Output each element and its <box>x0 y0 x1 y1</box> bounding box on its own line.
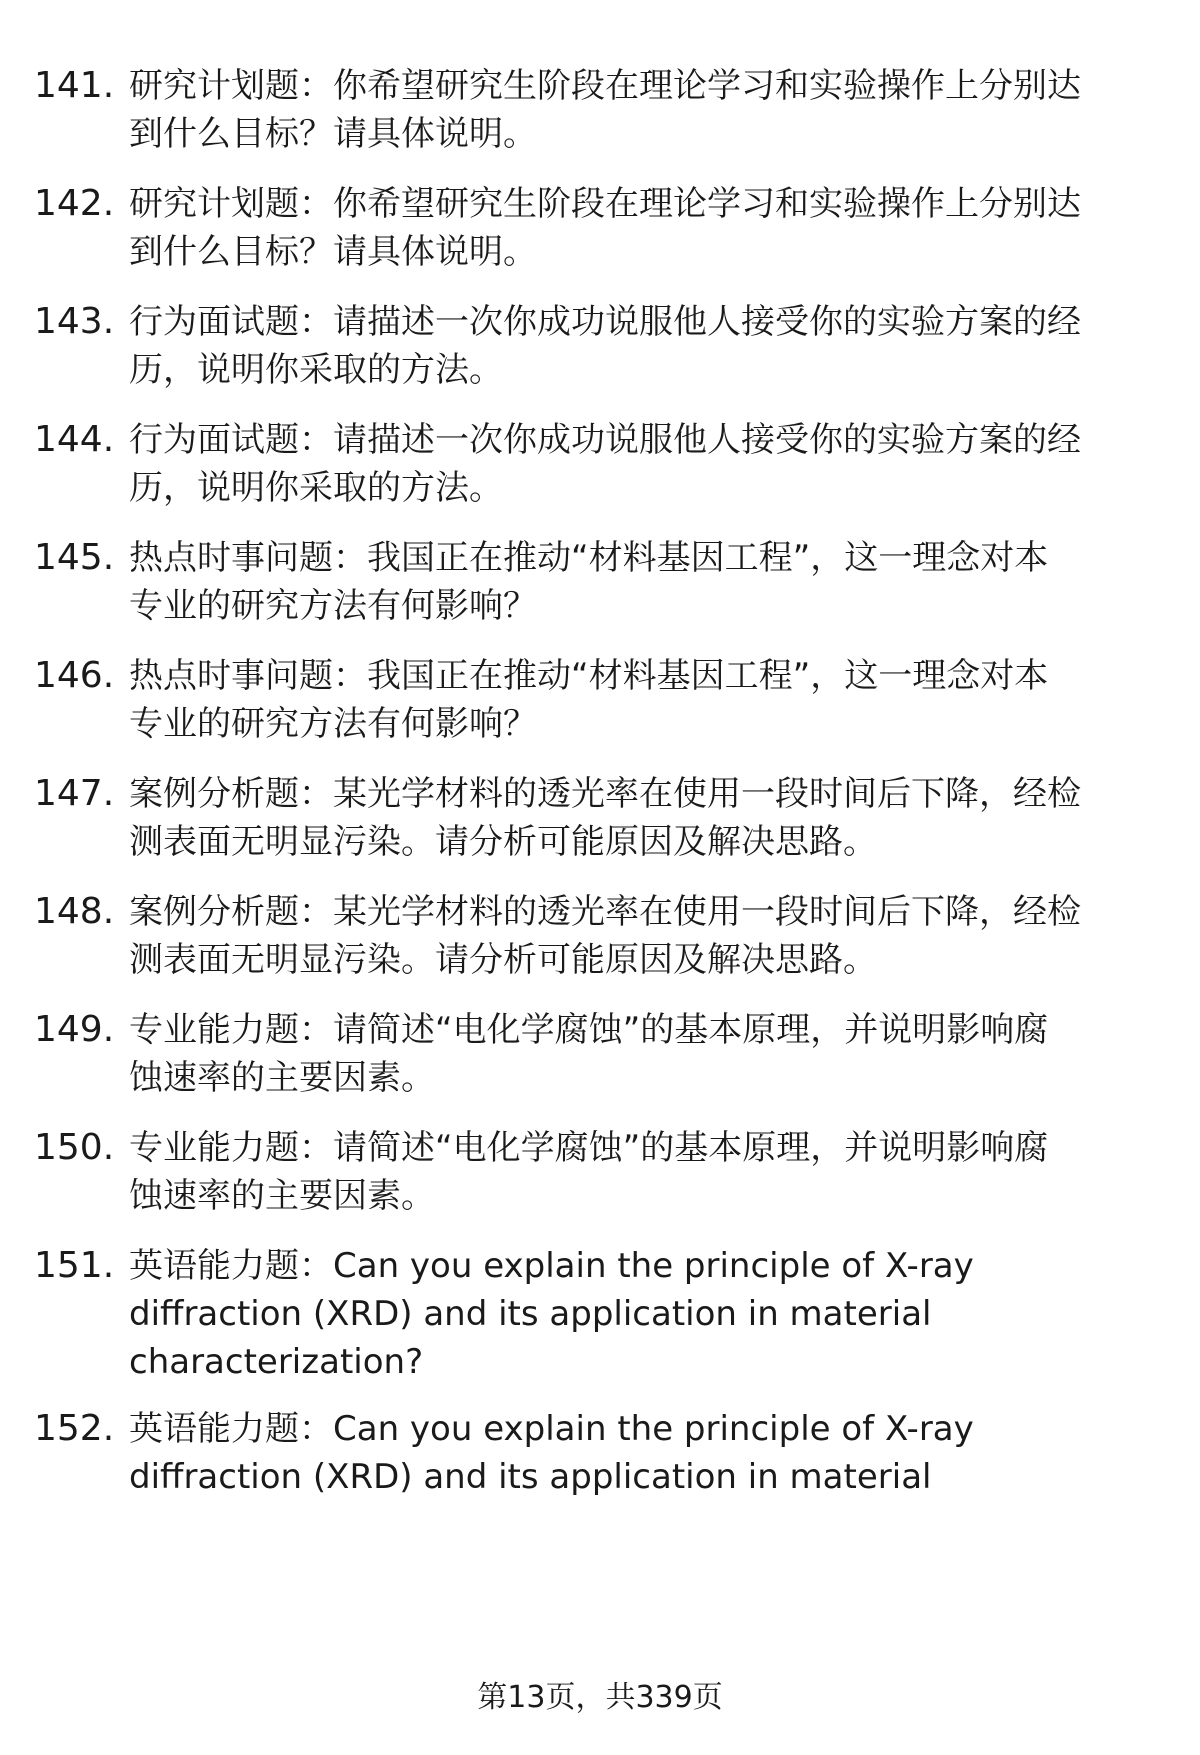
question-line: 测表面无明显污染。请分析可能原因及解决思路。 <box>129 940 877 980</box>
question-line: 专业能力题：请简述“电化学腐蚀”的基本原理，并说明影响腐 <box>129 1128 1049 1168</box>
question-line: 案例分析题：某光学材料的透光率在使用一段时间后下降，经检 <box>129 774 1081 814</box>
question-line: 历，说明你采取的方法。 <box>129 350 503 390</box>
question-text <box>129 1124 1134 1220</box>
question-line: 英语能力题：Can you explain the principle of X-ray <box>129 1409 974 1449</box>
question-line: 专业的研究方法有何影响？ <box>129 586 537 626</box>
question-text <box>129 652 1134 748</box>
question-text <box>129 298 1134 394</box>
question-number: 152. <box>34 1408 115 1449</box>
question-line: 英语能力题：Can you explain the principle of X-ray <box>129 1246 974 1286</box>
question-number: 149. <box>34 1009 115 1050</box>
question-line: 测表面无明显污染。请分析可能原因及解决思路。 <box>129 822 877 862</box>
question-number: 150. <box>34 1127 115 1168</box>
question-line: 行为面试题：请描述一次你成功说服他人接受你的实验方案的经 <box>129 302 1081 342</box>
question-text <box>129 1006 1134 1102</box>
question-number: 146. <box>34 655 115 696</box>
question-line: diffraction (XRD) and its application in material <box>129 1457 932 1497</box>
question-line: diffraction (XRD) and its application in material <box>129 1294 932 1334</box>
question-line: 专业的研究方法有何影响？ <box>129 704 537 744</box>
question-text <box>129 1242 1134 1386</box>
question-text <box>129 888 1134 984</box>
question-line: 案例分析题：某光学材料的透光率在使用一段时间后下降，经检 <box>129 892 1081 932</box>
question-line: 研究计划题：你希望研究生阶段在理论学习和实验操作上分别达 <box>129 66 1081 106</box>
question-line: 热点时事问题：我国正在推动“材料基因工程”，这一理念对本 <box>129 538 1049 578</box>
question-line: 历，说明你采取的方法。 <box>129 468 503 508</box>
question-text <box>129 180 1134 276</box>
question-number: 143. <box>34 301 115 342</box>
question-number: 145. <box>34 537 115 578</box>
question-number: 147. <box>34 773 115 814</box>
question-line: characterization? <box>129 1342 424 1382</box>
question-number: 151. <box>34 1245 115 1286</box>
question-text <box>129 1405 1134 1501</box>
question-line: 专业能力题：请简述“电化学腐蚀”的基本原理，并说明影响腐 <box>129 1010 1049 1050</box>
question-line: 热点时事问题：我国正在推动“材料基因工程”，这一理念对本 <box>129 656 1049 696</box>
question-number: 142. <box>34 183 115 224</box>
question-line: 研究计划题：你希望研究生阶段在理论学习和实验操作上分别达 <box>129 184 1081 224</box>
question-text <box>129 416 1134 512</box>
page-number-footer: 第13页，共339页 <box>477 1680 723 1715</box>
question-line: 蚀速率的主要因素。 <box>129 1058 435 1098</box>
question-line: 蚀速率的主要因素。 <box>129 1176 435 1216</box>
question-number: 141. <box>34 65 115 106</box>
question-text <box>129 770 1134 866</box>
question-line: 到什么目标？请具体说明。 <box>129 232 537 272</box>
question-text <box>129 62 1134 158</box>
question-text <box>129 534 1134 630</box>
question-line: 到什么目标？请具体说明。 <box>129 114 537 154</box>
question-line: 行为面试题：请描述一次你成功说服他人接受你的实验方案的经 <box>129 420 1081 460</box>
question-number: 144. <box>34 419 115 460</box>
question-number: 148. <box>34 891 115 932</box>
